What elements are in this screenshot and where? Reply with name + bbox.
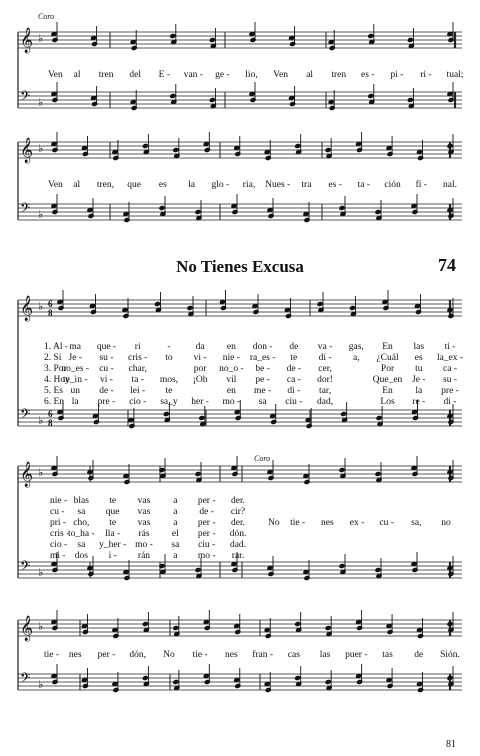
lyric-syllable: her - [191,397,209,407]
svg-text:♭: ♭ [38,620,44,633]
lyric-syllable: Je - [412,375,426,385]
lyric-syllable: te_in - [62,375,88,385]
coro-label-1: Coro [38,12,55,21]
staff-notation-5 [10,606,470,718]
lyric-syllable: nes [320,518,334,528]
lyric-syllable: dón. [229,529,247,539]
lyric-syllable: la [415,386,423,396]
lyric-syllable: te [165,386,173,396]
lyric-syllable: al [306,70,314,80]
music-system-2 [10,128,470,240]
lyric-syllable: cu - [99,364,114,374]
svg-text:♭: ♭ [38,32,44,45]
lyric-syllable: nal. [443,180,457,190]
lyric-syllable: por [193,364,207,374]
lyric-syllable: Ven [48,180,63,190]
lyric-syllable: fran - [252,650,274,660]
svg-text:𝄞: 𝄞 [20,138,34,163]
lyric-syllable: lei - [130,386,146,396]
hymn-title: No Tienes Excusa [176,257,304,276]
svg-text:♭: ♭ [38,566,44,579]
lyric-syllable: la [71,397,79,407]
lyric-syllable: a [173,518,178,528]
svg-text:6: 6 [48,409,53,419]
lyric-syllable: blas [73,496,89,506]
lyric-syllable: la_ex - [436,353,464,363]
lyric-syllable: ri - [420,70,432,80]
lyric-syllable: del [129,70,142,80]
lyric-syllable: ma [69,342,82,352]
lyric-syllable: pri - [50,518,67,528]
lyric-syllable: Que_en [372,375,403,385]
treble-staff [18,290,462,321]
lyric-syllable: cas [287,650,300,660]
lyric-syllable: fi - [415,180,427,190]
lyric-syllable: pre - [441,386,459,396]
lyric-syllable: a [173,496,178,506]
lyric-syllable: que [127,180,141,190]
lyric-syllable: su - [99,353,114,363]
lyric-syllable: gas, [348,342,364,352]
lyric-syllable: ción [384,180,401,190]
lyric-syllable: re - [412,397,426,407]
lyric-syllable: nie - [50,496,68,506]
lyric-syllable: no [441,518,451,528]
lyric-syllable: las [413,342,425,352]
staff-notation-1 [10,10,470,122]
bass-staff [18,82,462,111]
svg-text:𝄢: 𝄢 [20,200,31,219]
lyric-syllable: es [158,180,167,190]
lyric-syllable: tra [301,180,312,190]
lyric-syllable: el [171,529,179,539]
lyric-syllable: en [226,386,236,396]
lyric-syllable: En [382,342,393,352]
lyric-syllable: al [73,180,81,190]
lyric-syllable: dos [74,551,88,561]
treble-staff [18,456,462,487]
lyric-syllable: di - [443,397,457,407]
lyric-syllable: 2. Si [44,353,62,363]
music-system-1 [10,10,470,122]
lyric-syllable: puer - [345,650,368,660]
lyric-syllable: cir? [230,507,246,517]
svg-text:♭: ♭ [38,466,44,479]
lyric-syllable: i - [108,551,117,561]
lyric-syllable: - [167,342,171,352]
lyric-syllable: ri [134,342,141,352]
svg-text:𝄢: 𝄢 [20,670,31,689]
lyric-syllable: me - [254,386,272,396]
lyric-syllable: glo - [211,180,230,190]
lyric-syllable: te [109,518,117,528]
lyric-syllable: te [109,496,117,506]
lyric-syllable: Sión. [440,650,460,660]
lyric-syllable: di - [287,386,301,396]
svg-text:♭: ♭ [38,678,44,691]
lyric-syllable: sa [258,397,267,407]
lyric-syllable: de - [286,364,302,374]
lyric-syllable: vil [226,375,237,385]
lyric-syllable: per - [97,650,116,660]
svg-text:♭: ♭ [38,96,44,109]
lyric-syllable: tren, [96,180,114,190]
treble-staff [18,610,462,641]
lyric-syllable: mo - [197,551,216,561]
lyric-syllable: Por [380,364,395,374]
svg-text:𝄞: 𝄞 [20,296,34,321]
lyric-syllable: ca - [286,375,301,385]
lyric-syllable: da [195,342,205,352]
lyric-syllable: rar. [231,551,245,561]
lyric-syllable: pi - [390,70,404,80]
lyric-syllable: tie - [192,650,208,660]
lyric-syllable: per - [197,496,216,506]
lyric-syllable: 4. Hoy [44,375,70,385]
lyric-syllable: sa_y [160,397,178,407]
lyric-syllable: de - [199,507,214,517]
treble-staff [18,132,462,163]
lyric-syllable: ca - [443,364,457,374]
lyric-syllable: E - [158,70,170,80]
lyric-syllable: Ven [48,70,63,80]
svg-text:6: 6 [48,299,53,309]
lyric-syllable: Los [380,397,395,407]
lyric-syllable: pe - [255,375,270,385]
lyric-syllable: ta - [357,180,371,190]
lyric-syllable: cer, [318,364,332,374]
lyric-syllable: ciu - [285,397,303,407]
lyric-syllable: no_es - [61,364,90,374]
lyric-syllable: rás [138,529,150,539]
treble-staff [18,22,462,53]
lyric-syllable: der. [231,496,245,506]
lyric-syllable: es - [328,180,342,190]
lyric-syllable: es [414,353,423,363]
lyric-syllable: la [188,180,195,190]
lyric-syllable: 5. Es [44,386,63,396]
page-number: 81 [446,739,456,750]
lyric-syllable: sa, [411,518,422,528]
lyric-syllable: per - [197,529,216,539]
lyric-syllable: cu - [379,518,394,528]
lyric-syllable: tren [98,70,114,80]
lyric-syllable: va - [317,342,333,352]
lyric-syllable: cris - [50,529,70,539]
lyric-syllable: don - [252,342,273,352]
bass-staff [18,194,462,223]
lyric-syllable: dad, [317,397,334,407]
lyric-syllable: tie - [44,650,60,660]
lyric-syllable: cio - [129,397,147,407]
lyric-syllable: 6. En [44,397,65,407]
hymn-number: 74 [438,255,456,275]
svg-text:♭: ♭ [38,300,44,313]
lyric-syllable: no_o - [219,364,244,374]
lyric-syllable: ria, [242,180,256,190]
lyric-syllable: lio, [245,70,258,80]
coro-label-2: Coro [254,454,271,463]
lyric-syllable: mo - [222,397,241,407]
lyric-syllable: tual; [446,70,464,80]
lyric-syllable: to [165,353,173,363]
svg-text:𝄞: 𝄞 [20,616,34,641]
lyric-syllable: vas [137,496,151,506]
lyric-syllable: rán [137,551,151,561]
lyric-syllable: ciu - [198,540,216,550]
lyric-syllable: sa [77,507,86,517]
lyric-syllable: de [414,650,424,660]
lyric-syllable: cu - [50,507,65,517]
lyric-syllable: be - [255,364,270,374]
lyric-syllable: cio - [50,540,68,550]
lyric-syllable: Je - [68,353,82,363]
lyric-syllable: dad. [229,540,247,550]
svg-text:𝄢: 𝄢 [20,88,31,107]
lyric-syllable: a, [353,353,360,363]
lyric-syllable: 3. Por [44,364,67,374]
music-system-3 [10,286,470,448]
lyric-syllable: lla - [105,529,121,539]
lyric-syllable: No [163,650,175,660]
lyric-syllable: pre - [97,397,116,407]
lyric-syllable: to_ha - [68,529,95,539]
lyric-syllable: mo - [135,540,153,550]
lyric-syllable: sa [171,540,180,550]
svg-text:♭: ♭ [38,414,44,427]
lyric-syllable: dón, [129,650,146,660]
lyric-syllable: en [226,342,236,352]
lyric-syllable: per - [197,518,216,528]
svg-text:8: 8 [48,418,53,428]
lyric-syllable: Nues - [265,180,291,190]
lyric-syllable: al [73,70,81,80]
lyric-syllable: vi - [99,375,113,385]
lyric-syllable: mos, [159,375,179,385]
bass-staff [18,664,462,693]
lyric-syllable: ta - [131,375,144,385]
lyric-syllable: char, [128,364,147,374]
lyric-syllable: a [173,507,178,517]
lyric-syllable: sa [77,540,86,550]
lyric-syllable: y_her - [99,540,127,550]
lyric-syllable: dí - [318,353,332,363]
lyric-syllable: cris - [128,353,148,363]
lyric-syllable: cho, [73,518,90,528]
lyric-syllable: vas [137,518,151,528]
svg-text:𝄢: 𝄢 [20,558,31,577]
lyric-syllable: tas [382,650,393,660]
lyric-syllable: vi - [193,353,207,363]
lyric-syllable: su - [443,375,457,385]
music-system-4 [10,452,470,602]
music-system-5 [10,606,470,718]
svg-text:8: 8 [48,308,53,318]
lyric-syllable: ti - [444,342,456,352]
lyric-syllable: van - [183,70,203,80]
lyric-syllable: 1. Al - [44,342,69,352]
lyric-syllable: dor! [317,375,333,385]
lyric-syllable: un [70,386,80,396]
lyric-syllable: las [319,650,331,660]
lyric-syllable: nie - [222,353,240,363]
lyric-syllable: es - [361,70,375,80]
lyric-syllable: de [289,342,299,352]
lyric-syllable: tar, [319,386,332,396]
svg-text:𝄢: 𝄢 [20,406,31,425]
svg-text:♭: ♭ [38,208,44,221]
lyric-syllable: que [105,507,120,517]
lyric-syllable: a [173,551,178,561]
lyric-syllable: En [382,386,393,396]
lyric-syllable: ra_es - [249,353,276,363]
lyric-syllable: tu [415,364,423,374]
lyric-syllable: nes [225,650,238,660]
lyric-syllable: te [290,353,298,363]
svg-text:♭: ♭ [38,142,44,155]
lyric-syllable: vas [137,507,151,517]
lyric-syllable: ge - [215,70,230,80]
lyric-syllable: nes [68,650,82,660]
lyric-syllable: de - [99,386,114,396]
lyric-syllable: tie - [290,518,306,528]
lyric-syllable: ex - [349,518,365,528]
lyric-syllable: No [268,518,280,528]
svg-text:𝄞: 𝄞 [20,28,34,53]
lyric-syllable: der. [231,518,245,528]
lyric-syllable: tren [331,70,347,80]
lyric-syllable: ¡Oh [192,375,208,385]
lyric-syllable: Ven [273,70,288,80]
lyric-syllable: que - [96,342,117,352]
lyric-syllable: mi - [50,551,66,561]
lyric-syllable: ¿Cuál [376,353,399,363]
svg-text:𝄞: 𝄞 [20,462,34,487]
